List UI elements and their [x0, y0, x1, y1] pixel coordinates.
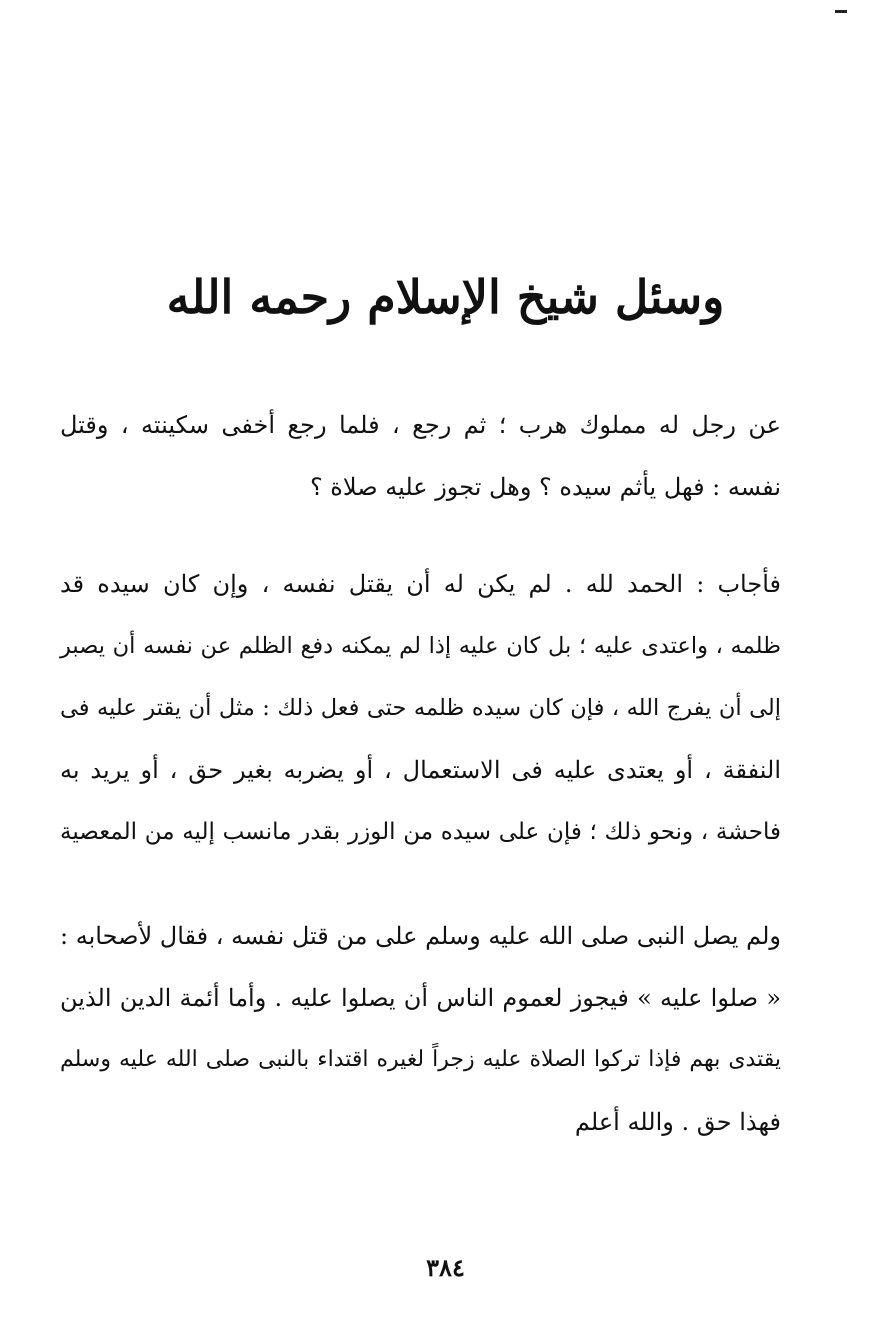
- question-paragraph: [60, 394, 781, 518]
- corner-mark: [835, 10, 847, 13]
- text-line: النفقة ، أو يعتدى عليه فى الاستعمال ، أو يضربه بغير حق ، أو يريد به: [60, 756, 781, 784]
- text-line: ظلمه ، واعتدى عليه ؛ بل كان عليه إذا لم يمكنه دفع الظلم عن نفسه أن يصبر: [60, 633, 781, 659]
- text-line: فاحشة ، ونحو ذلك ؛ فإن على سيده من الوزر بقدر مانسب إليه من المعصية: [60, 819, 781, 845]
- ruling-paragraph: [60, 905, 781, 1153]
- page-number: ٣٨٤: [426, 1253, 465, 1282]
- text-line: « صلوا عليه » فيجوز لعموم الناس أن يصلوا عليه . وأما أئمة الدين الذين: [60, 984, 781, 1012]
- text-line: إلى أن يفرج الله ، فإن كان سيده ظلمه حتى فعل ذلك : مثل أن يقتر عليه فى: [60, 695, 781, 721]
- page-title: وسئل شيخ الإسلام رحمه الله: [166, 270, 725, 324]
- text-line: عن رجل له مملوك هرب ؛ ثم رجع ، فلما رجع أخفى سكينته ، وقتل: [60, 411, 781, 439]
- text-line: فهذا حق . والله أعلم: [574, 1108, 781, 1136]
- text-line: ولم يصل النبى صلى الله عليه وسلم على من قتل نفسه ، فقال لأصحابه :: [60, 922, 781, 950]
- text-line: يقتدى بهم فإذا تركوا الصلاة عليه زجراً لغيره اقتداء بالنبى صلى الله عليه وسلم: [60, 1047, 781, 1072]
- text-line: نفسه : فهل يأثم سيده ؟ وهل تجوز عليه صلاة ؟: [309, 473, 781, 501]
- text-line: فأجاب : الحمد لله . لم يكن له أن يقتل نفسه ، وإن كان سيده قد: [60, 570, 781, 598]
- answer-paragraph: [60, 553, 781, 863]
